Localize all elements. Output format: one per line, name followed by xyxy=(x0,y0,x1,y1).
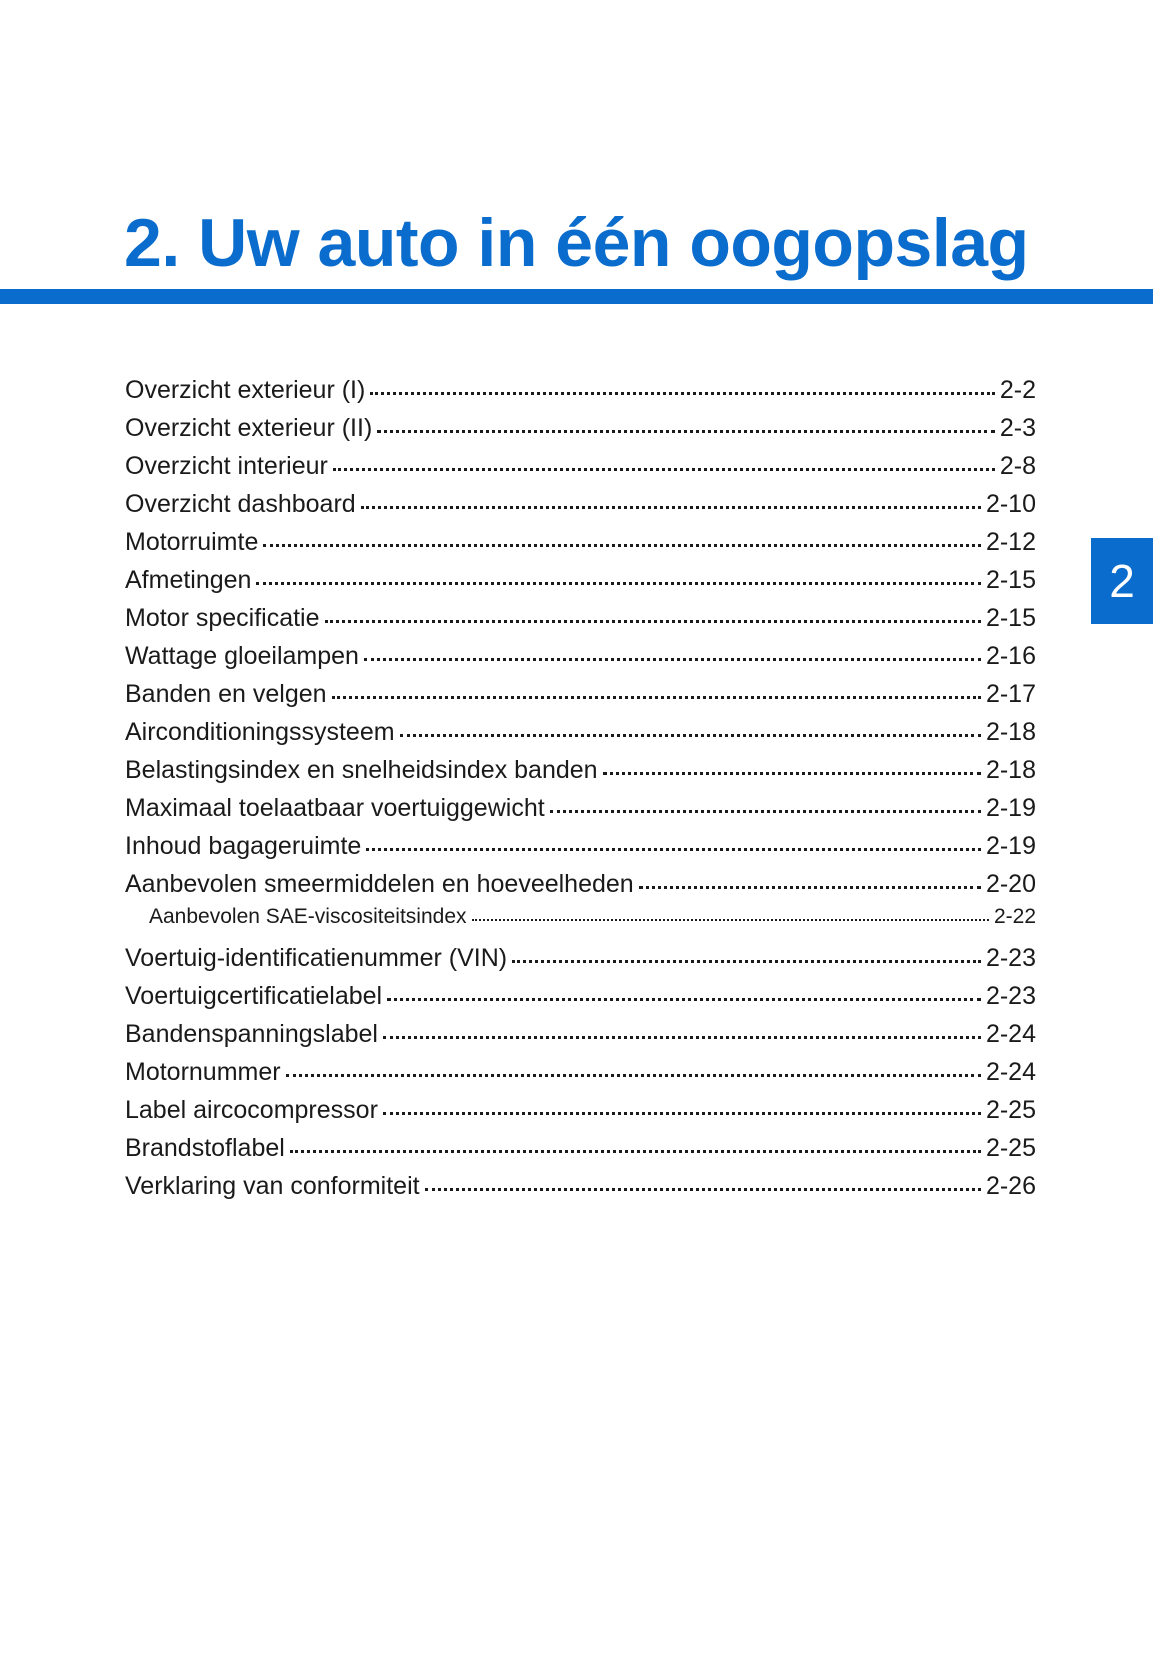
toc-entry[interactable] xyxy=(125,560,1036,598)
toc-entry-page: 2-24 xyxy=(985,1058,1036,1086)
toc-entry[interactable] xyxy=(125,1166,1036,1204)
toc-entry-page: 2-10 xyxy=(985,490,1036,518)
dot-leader xyxy=(290,1125,981,1153)
toc-entry-page: 2-20 xyxy=(985,870,1036,898)
dot-leader xyxy=(361,481,981,509)
dot-leader xyxy=(472,898,989,921)
toc-entry-label: Voertuig-identificatienummer (VIN) xyxy=(125,944,508,972)
dot-leader xyxy=(512,935,981,963)
dot-leader xyxy=(425,1163,981,1191)
toc-entry-label: Motornummer xyxy=(125,1058,281,1086)
toc-entry[interactable] xyxy=(125,750,1036,788)
toc-entry-label: Banden en velgen xyxy=(125,680,327,708)
toc-entry-page: 2-25 xyxy=(985,1134,1036,1162)
toc-entry-label: Aanbevolen SAE-viscositeitsindex xyxy=(149,905,467,928)
toc-entry[interactable] xyxy=(125,712,1036,750)
dot-leader xyxy=(325,595,981,623)
toc-entry-page: 2-19 xyxy=(985,794,1036,822)
toc-entry-label: Aanbevolen smeermiddelen en hoeveelheden xyxy=(125,870,634,898)
dot-leader xyxy=(333,443,995,471)
chapter-tab[interactable]: 2 xyxy=(1091,538,1153,624)
toc-entry-page: 2-26 xyxy=(985,1172,1036,1200)
toc-entry-page: 2-23 xyxy=(985,944,1036,972)
toc-entry[interactable] xyxy=(125,826,1036,864)
toc-entry-page: 2-15 xyxy=(985,566,1036,594)
toc-entry-label: Overzicht exterieur (II) xyxy=(125,414,373,442)
toc-entry-label: Airconditioningssysteem xyxy=(125,718,395,746)
dot-leader xyxy=(364,633,981,661)
toc-entry[interactable] xyxy=(125,788,1036,826)
toc-entry-page: 2-15 xyxy=(985,604,1036,632)
dot-leader xyxy=(639,861,981,889)
toc-entry-page: 2-12 xyxy=(985,528,1036,556)
toc-entry-page: 2-17 xyxy=(985,680,1036,708)
toc-entry-page: 2-24 xyxy=(985,1020,1036,1048)
toc-subentry[interactable] xyxy=(125,900,1036,928)
toc-entry-label: Overzicht dashboard xyxy=(125,490,356,518)
toc-entry[interactable] xyxy=(125,1090,1036,1128)
toc-entry[interactable] xyxy=(125,1052,1036,1090)
toc-entry-label: Wattage gloeilampen xyxy=(125,642,359,670)
dot-leader xyxy=(400,709,981,737)
toc-entry-label: Voertuigcertificatielabel xyxy=(125,982,383,1010)
toc-entry-label: Motor specificatie xyxy=(125,604,320,632)
toc-entry-page: 2-23 xyxy=(985,982,1036,1010)
toc-entry[interactable] xyxy=(125,484,1036,522)
toc-entry-label: Maximaal toelaatbaar voertuiggewicht xyxy=(125,794,545,822)
dot-leader xyxy=(603,747,981,775)
toc-entry-label: Inhoud bagageruimte xyxy=(125,832,362,860)
toc-entry-label: Overzicht interieur xyxy=(125,452,328,480)
dot-leader xyxy=(256,557,980,585)
toc-entry[interactable] xyxy=(125,938,1036,976)
toc-entry-label: Afmetingen xyxy=(125,566,252,594)
toc-entry[interactable] xyxy=(125,446,1036,484)
dot-leader xyxy=(550,785,981,813)
toc-entry-page: 2-3 xyxy=(999,414,1036,442)
toc-entry-label: Verklaring van conformiteit xyxy=(125,1172,420,1200)
toc-entry[interactable] xyxy=(125,1128,1036,1166)
chapter-title: 2. Uw auto in één oogopslag xyxy=(124,205,1029,281)
toc-entry-page: 2-16 xyxy=(985,642,1036,670)
toc-entry[interactable] xyxy=(125,408,1036,446)
toc-entry[interactable] xyxy=(125,370,1036,408)
toc-entry[interactable] xyxy=(125,864,1036,902)
toc-entry[interactable] xyxy=(125,522,1036,560)
toc-entry[interactable] xyxy=(125,636,1036,674)
toc-entry-label: Brandstoflabel xyxy=(125,1134,285,1162)
toc-entry-page: 2-19 xyxy=(985,832,1036,860)
toc-entry-label: Bandenspanningslabel xyxy=(125,1020,378,1048)
toc-entry[interactable] xyxy=(125,598,1036,636)
toc-entry[interactable] xyxy=(125,976,1036,1014)
toc-entry-page: 2-2 xyxy=(999,376,1036,404)
toc-entry-label: Label aircocompressor xyxy=(125,1096,378,1124)
toc-entry-label: Motorruimte xyxy=(125,528,259,556)
dot-leader xyxy=(383,1087,981,1115)
toc-entry-page: 2-18 xyxy=(985,756,1036,784)
toc-entry-page: 2-18 xyxy=(985,718,1036,746)
table-of-contents xyxy=(125,370,1036,1204)
toc-entry[interactable] xyxy=(125,674,1036,712)
dot-leader xyxy=(332,671,981,699)
title-underline xyxy=(0,289,1153,304)
toc-entry[interactable] xyxy=(125,1014,1036,1052)
dot-leader xyxy=(370,367,995,395)
dot-leader xyxy=(263,519,981,547)
dot-leader xyxy=(383,1011,981,1039)
dot-leader xyxy=(377,405,995,433)
toc-entry-label: Overzicht exterieur (I) xyxy=(125,376,366,404)
toc-entry-page: 2-25 xyxy=(985,1096,1036,1124)
dot-leader xyxy=(387,973,981,1001)
toc-entry-page: 2-22 xyxy=(993,905,1036,928)
toc-entry-label: Belastingsindex en snelheidsindex banden xyxy=(125,756,598,784)
toc-entry-page: 2-8 xyxy=(999,452,1036,480)
dot-leader xyxy=(286,1049,981,1077)
dot-leader xyxy=(366,823,981,851)
